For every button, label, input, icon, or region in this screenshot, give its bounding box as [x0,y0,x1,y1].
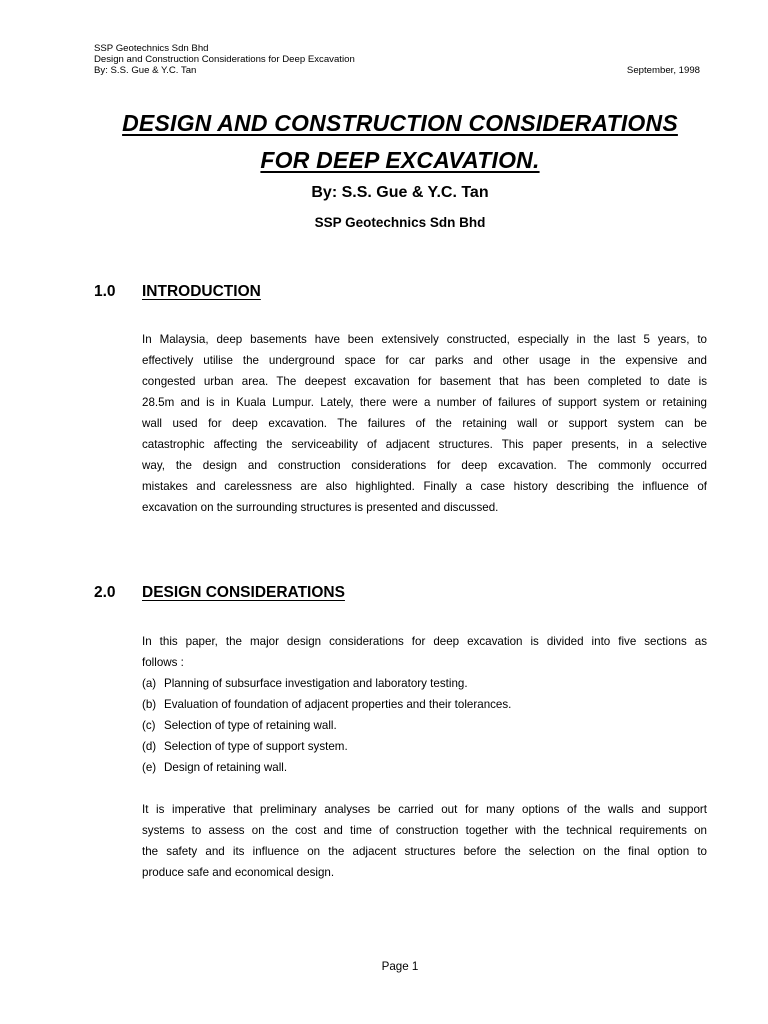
list-item-text: Selection of type of support system. [164,740,348,753]
section-number: 2.0 [94,584,116,601]
section-number: 1.0 [94,283,116,300]
paragraph-line: catastrophic affecting the serviceability of adjacent structures. This paper presents, in a selective [142,438,707,451]
section-heading-design-considerations [94,584,345,602]
closing-paragraph [142,799,707,883]
document-title-line-2: FOR DEEP EXCAVATION. [260,147,540,173]
paragraph-line: congested urban area. The deepest excavation for basement that has been completed to date is [142,375,707,388]
page-number: Page 1 [381,960,419,973]
list-item-text: Design of retaining wall. [164,761,288,774]
paragraph-line: produce safe and economical design. [142,866,335,879]
section-title: DESIGN CONSIDERATIONS [142,584,345,601]
byline: By: S.S. Gue & Y.C. Tan [311,184,489,201]
header-company: SSP Geotechnics Sdn Bhd [94,43,209,54]
paragraph-line: excavation on the surrounding structures is presented and discussed. [142,501,499,514]
list-item [142,694,707,715]
list-item [142,715,707,736]
paragraph-line: 28.5m and is in Kuala Lumpur. Lately, there were a number of failures of support system or retaining [142,396,707,409]
header-paper-title: Design and Construction Considerations for Deep Excavation [94,54,355,65]
list-item-label: (b) [142,698,157,711]
paragraph-line: systems to assess on the cost and time of construction together with the technical requirements on [142,824,707,837]
section-title: INTRODUCTION [142,283,261,300]
list-item-label: (d) [142,740,157,753]
list-item [142,673,707,694]
list-item [142,757,707,778]
list-item [142,736,707,757]
paragraph-line: the safety and its influence on the adjacent structures before the selection on the final option to [142,845,707,858]
introduction-paragraph [142,329,707,518]
paragraph-line: It is imperative that preliminary analyses be carried out for many options of the walls and support [142,803,707,816]
paragraph-line: way, the design and construction considerations for deep excavation. The commonly occurred [142,459,707,472]
running-header [94,43,700,76]
paragraph-line: In this paper, the major design considerations for deep excavation is divided into five sections as [142,635,707,648]
section-heading-introduction [94,283,261,301]
paragraph-line: In Malaysia, deep basements have been extensively constructed, especially in the last 5 years, to [142,333,707,346]
list-item-text: Evaluation of foundation of adjacent properties and their tolerances. [164,698,512,711]
organization: SSP Geotechnics Sdn Bhd [314,215,486,230]
header-date: September, 1998 [626,65,700,76]
paragraph-line: follows : [142,656,184,669]
list-item-text: Planning of subsurface investigation and laboratory testing. [164,677,468,690]
paragraph-line: mistakes and carelessness are also highlighted. Finally a case history describing the influence of [142,480,707,493]
list-item-label: (c) [142,719,156,732]
list-item-text: Selection of type of retaining wall. [164,719,337,732]
design-considerations-paragraph [142,631,707,778]
list-item-label: (e) [142,761,157,774]
list-item-label: (a) [142,677,157,690]
document-title-line-1: DESIGN AND CONSTRUCTION CONSIDERATIONS [122,110,678,136]
paragraph-line: wall used for deep excavation. The failures of the retaining wall or support system can be [142,417,707,430]
paragraph-line: effectively utilise the underground space for car parks and other usage in the expensive and [142,354,707,367]
header-authors: By: S.S. Gue & Y.C. Tan [94,65,197,76]
